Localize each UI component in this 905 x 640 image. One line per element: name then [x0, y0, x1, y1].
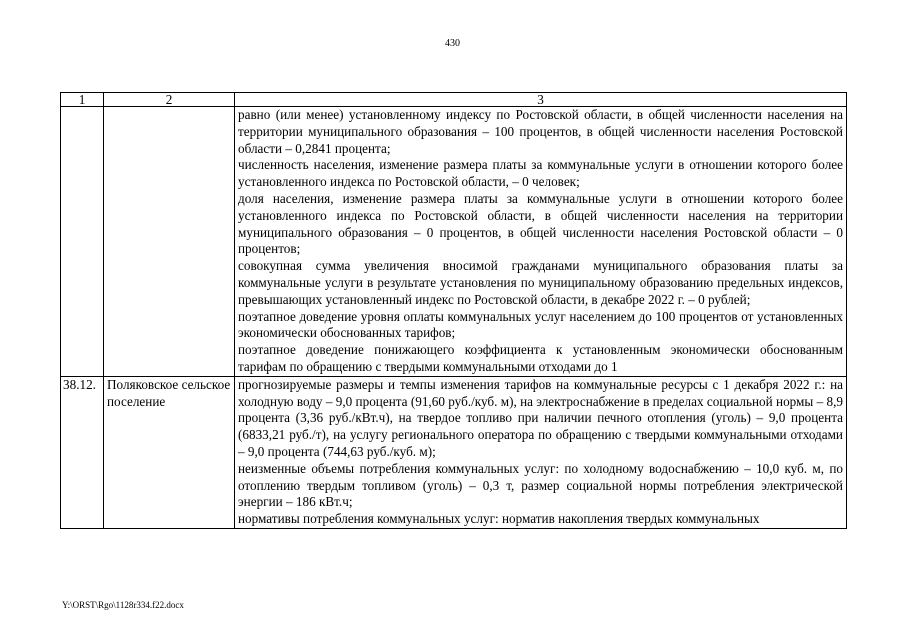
page-number: 430 [445, 38, 460, 49]
paragraph: нормативы потребления коммунальных услуг: норматив накопления твердых коммунальных [238, 511, 760, 527]
paragraph: численность населения, изменение размера платы за коммунальные услуги в отношении которого более установленного индекса по Ростовской области, – 0 человек; [238, 157, 843, 190]
paragraph: равно (или менее) установленному индексу по Ростовской области, в общей численности населения на территории муниципального образования – 100 процентов, в общей численности населения Ростовской области – 0,2841 процента; [238, 107, 843, 156]
settlement-name-cell: Поляковское сельское поселение [104, 376, 235, 528]
indicators-cell [235, 107, 847, 377]
table-row [61, 107, 847, 377]
file-path-footer: Y:\ORST\Rgo\1128r334.f22.docx [62, 600, 184, 610]
column-header-2: 2 [104, 93, 235, 107]
column-header-3: 3 [235, 93, 847, 107]
row-number-cell [61, 107, 104, 377]
paragraph: прогнозируемые размеры и темпы изменения тарифов на коммунальные ресурсы с 1 декабря 2022 г.: на холодную воду – 9,0 процента (91,60 руб./куб. м), на электроснабжение в пределах социальной нормы – 8,9 процента (3,36 руб./кВт.ч), на твердое топливо при наличии печного отопления (уголь) – 9,0 процента (6833,21 руб./т), на услугу регионального оператора по обращению с твердыми коммунальными отходами – 9,0 процента (744,63 руб./куб. м); [238, 376, 843, 459]
settlement-name-cell [104, 107, 235, 377]
paragraph: доля населения, изменение размера платы за коммунальные услуги в отношении которого более установленного индекса по Ростовской области, в общей численности населения на территории муниципального образования – 0 процентов, в общей численности населения Ростовской области – 0 процентов; [238, 190, 843, 257]
paragraph: поэтапное доведение понижающего коэффициента к установленным экономически обоснованным тарифам по обращению с твердыми коммунальными отходами до 1 [238, 342, 843, 374]
content-table [60, 92, 847, 529]
row-number-cell: 38.12. [61, 376, 104, 528]
paragraph: совокупная сумма увеличения вносимой гражданами муниципального образования платы за коммунальные услуги в результате установления по муниципальному образованию предельных индексов, превышающих установленный индекс по Ростовской области, в декабре 2022 г. – 0 рублей; [238, 258, 843, 307]
table-row [61, 376, 847, 528]
table-header-row [61, 93, 847, 107]
paragraph: поэтапное доведение уровня оплаты коммунальных услуг населением до 100 процентов от установленных экономически обоснованных тарифов; [238, 308, 843, 341]
column-header-1: 1 [61, 93, 104, 107]
indicators-cell [235, 376, 847, 528]
paragraph: неизменные объемы потребления коммунальных услуг: по холодному водоснабжению – 10,0 куб. м, по отоплению твердым топливом (уголь) – 0,3 т, размер социальной нормы потребления электрической энергии – 186 кВт.ч; [238, 460, 843, 510]
